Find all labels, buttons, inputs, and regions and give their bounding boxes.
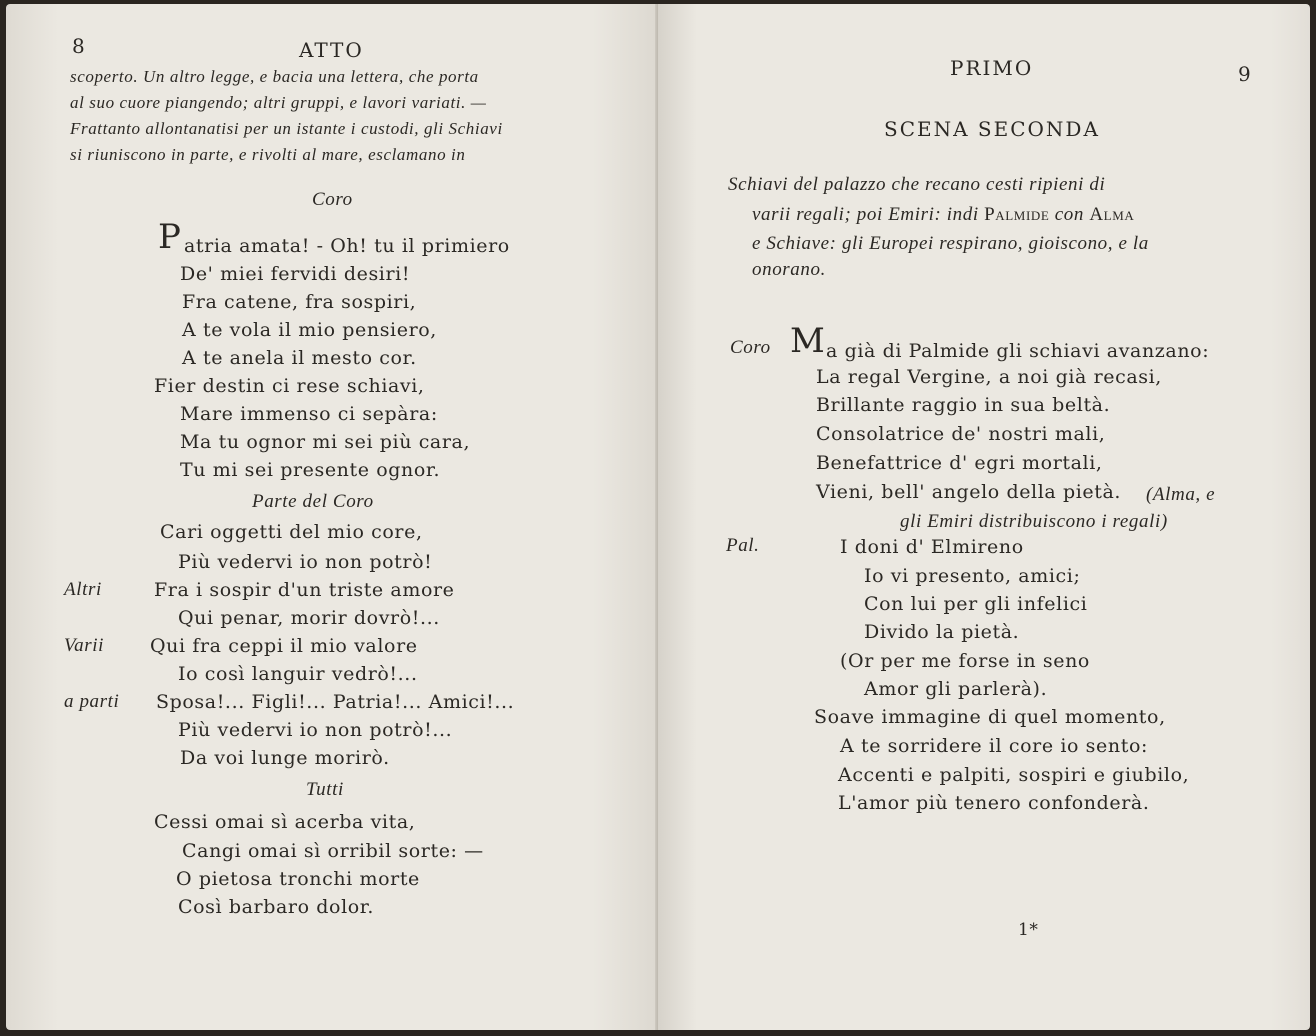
stage-direction-inline: (Alma, e	[1146, 484, 1216, 505]
verse-line: La regal Vergine, a noi già recasi,	[816, 366, 1162, 388]
verse-line: Più vedervi io non potrò!	[178, 551, 433, 573]
section-heading: Parte del Coro	[252, 491, 374, 512]
intro-line: Frattanto allontanatisi per un istante i custodi, gli Schiavi	[70, 119, 503, 138]
signature-mark: 1*	[1018, 920, 1039, 940]
verse-line: Divido la pietà.	[864, 621, 1020, 643]
verse-line: Amor gli parlerà).	[864, 678, 1048, 700]
page-number: 9	[1238, 62, 1252, 86]
verse-line: Consolatrice de' nostri mali,	[816, 423, 1106, 445]
verse-line: Più vedervi io non potrò!...	[178, 719, 453, 741]
verse-line: atria amata! - Oh! tu il primiero	[184, 235, 510, 257]
verse-line: Benefattrice d' egri mortali,	[816, 452, 1103, 474]
stage-direction-line: Schiavi del palazzo che recano cesti ripieni di	[728, 174, 1106, 195]
left-page	[6, 4, 658, 1030]
verse-line: Fra catene, fra sospiri,	[182, 291, 417, 313]
verse-line: A te anela il mesto cor.	[182, 347, 417, 369]
speaker-label: Pal.	[726, 535, 760, 556]
stage-direction-line: varii regali; poi Emiri: indi Palmide con Alma	[752, 204, 1135, 225]
verse-line: Con lui per gli infelici	[864, 593, 1088, 615]
verse-line: Cangi omai sì orribil sorte: —	[182, 840, 484, 862]
stage-direction-line: e Schiave: gli Europei respirano, gioiscono, e la	[752, 233, 1149, 254]
verse-line: Mare immenso ci sepàra:	[180, 403, 438, 425]
intro-line: al suo cuore piangendo; altri gruppi, e lavori variati. —	[70, 93, 487, 112]
verse-line: Da voi lunge morirò.	[180, 747, 390, 769]
verse-line: Fra i sospir d'un triste amore	[154, 579, 455, 601]
verse-line: Io vi presento, amici;	[864, 565, 1081, 587]
verse-line: Così barbaro dolor.	[178, 896, 375, 918]
verse-line: Ma tu ognor mi sei più cara,	[180, 431, 471, 453]
intro-line: si riuniscono in parte, e rivolti al mare, esclamano in	[70, 145, 466, 164]
verse-line: Qui penar, morir dovrò!...	[178, 607, 440, 629]
verse-line: Tu mi sei presente ognor.	[180, 459, 441, 481]
verse-line: L'amor più tenero confonderà.	[838, 792, 1150, 814]
right-page	[658, 4, 1310, 1030]
verse-line: I doni d' Elmireno	[840, 536, 1024, 558]
running-head: ATTO	[299, 38, 364, 62]
verse-line: O pietosa tronchi morte	[176, 868, 420, 890]
verse-line: Brillante raggio in sua beltà.	[816, 394, 1111, 416]
verse-line: Qui fra ceppi il mio valore	[150, 635, 418, 657]
speaker-label: Coro	[730, 337, 771, 358]
section-heading: Coro	[312, 189, 353, 210]
speaker-label: a parti	[64, 691, 120, 712]
verse-line: Sposa!... Figli!... Patria!... Amici!...	[156, 691, 515, 713]
drop-cap: M	[790, 321, 826, 361]
running-head: PRIMO	[950, 56, 1034, 80]
verse-line: A te vola il mio pensiero,	[182, 319, 437, 341]
speaker-label: Varii	[64, 635, 104, 656]
verse-line: A te sorridere il core io sento:	[840, 735, 1148, 757]
stage-direction-line: onorano.	[752, 259, 826, 280]
speaker-label: Altri	[64, 579, 102, 600]
verse-line: Cessi omai sì acerba vita,	[154, 811, 416, 833]
verse-line: a già di Palmide gli schiavi avanzano:	[826, 340, 1210, 362]
section-heading: Tutti	[306, 779, 344, 800]
page-number: 8	[72, 34, 86, 58]
scene-title: SCENA SECONDA	[884, 117, 1100, 141]
drop-cap: P	[158, 217, 182, 257]
verse-line: Soave immagine di quel momento,	[814, 706, 1166, 728]
intro-line: scoperto. Un altro legge, e bacia una lettera, che porta	[70, 67, 479, 86]
stage-direction-line: gli Emiri distribuiscono i regali)	[900, 511, 1168, 532]
verse-line: (Or per me forse in seno	[840, 650, 1090, 672]
verse-line: Accenti e palpiti, sospiri e giubilo,	[838, 764, 1190, 786]
verse-line: Fier destin ci rese schiavi,	[154, 375, 425, 397]
verse-line: Io così languir vedrò!...	[178, 663, 418, 685]
verse-line: Vieni, bell' angelo della pietà.	[816, 481, 1122, 503]
verse-line: Cari oggetti del mio core,	[160, 521, 423, 543]
verse-line: De' miei fervidi desiri!	[180, 263, 411, 285]
